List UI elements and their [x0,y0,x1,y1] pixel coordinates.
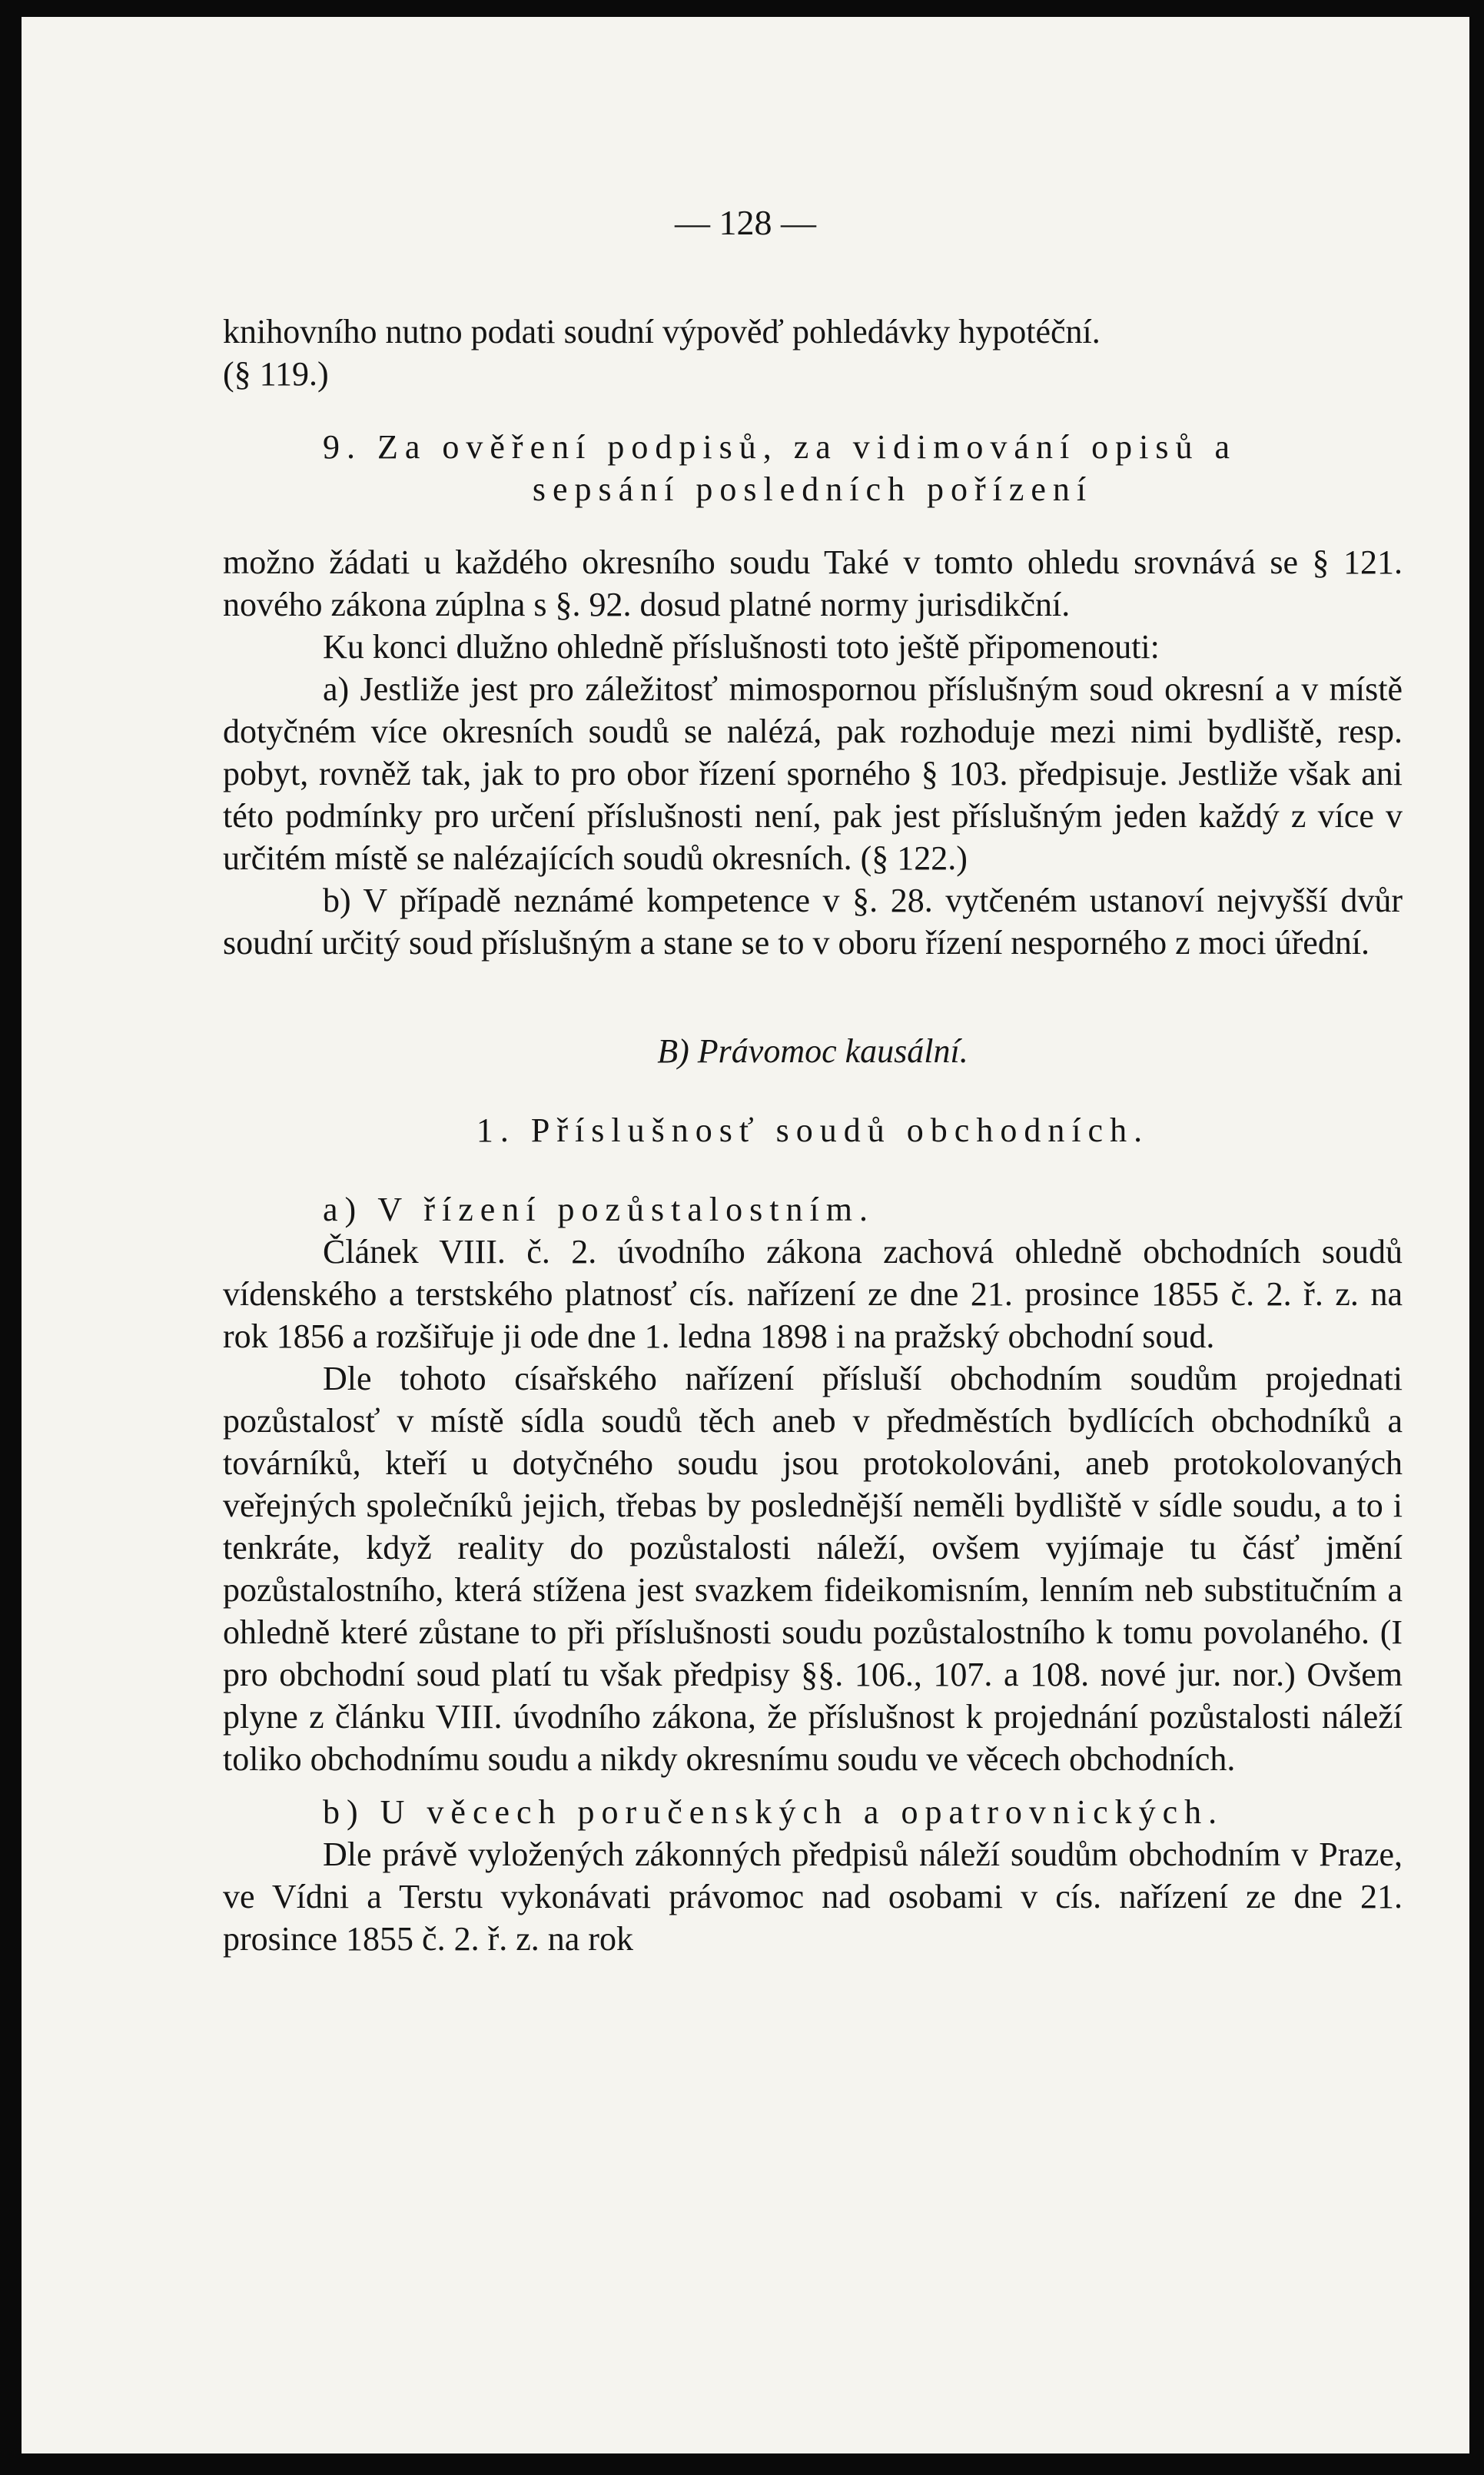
subsection-1-heading: 1. Příslušnosť soudů obchodních. [476,1111,1150,1149]
spacer [223,1780,1403,1791]
section-9-heading-line1: 9. Za ověření podpisů, za vidimování opisů a [323,428,1237,466]
page-paper [22,17,1469,2453]
paragraph-6: Dle tohoto císařského nařízení přísluší obchodním soudům projednati pozůstalosť v místě sídla soudů těch aneb v předměstích bydlících obchodníků a továrníků, kteří u dotyčného soudu jsou protokolováni, aneb protokolovaných veřejných společníků jejich, třebas by poslednější neměli bydliště v sídle soudu, a to i tenkráte, když reality do pozůstalosti náleží, ovšem vyjímaje tu čásť jmění pozůstalostního, která stížena jest svazkem fideikomisním, lenním neb substitučním a ohledně které zůstane to při příslušnosti soudu pozůstalostního k tomu povolaného. (I pro obchodní soud platí tu však předpisy §§. 106., 107. a 108. nové jur. nor.) Ovšem plyne z článku VIII. úvodního zákona, že příslušnost k projednání pozůstalosti náleží toliko obchodnímu soudu a nikdy okresnímu soudu ve věcech obchodních. [223,1360,1403,1778]
subsection-a-heading: a) V řízení pozůstalostním. [323,1191,875,1228]
document-page [22,17,1469,2453]
spacer [223,510,1403,541]
paragraph-7: Dle právě vyložených zákonných předpisů náleží soudům obchodním v Praze, ve Vídni a Terstu vykonávati právomoc nad osobami v cís. nařízení ze dne 21. prosince 1855 č. 2. ř. z. na rok [223,1835,1403,1958]
subsection-b-heading: b) U věcech poručenských a opatrovnických. [323,1793,1224,1831]
paragraph-4: b) V případě neznámé kompetence v §. 28. vytčeném ustanoví nejvyšší dvůr soudní určitý soud příslušným a stane se to v oboru řízení nesporného z moci úřední. [223,882,1403,962]
spacer [223,964,1403,1030]
section-9-heading-line2: sepsání posledních pořízení [532,470,1094,508]
spacer [223,1072,1403,1109]
paragraph-1: možno žádati u každého okresního soudu Také v tomto ohledu srovnává se § 121. nového zákona zúplna s §. 92. dosud platné normy jurisdikční. [223,543,1403,623]
text-body [223,311,1403,1960]
paragraph-2: Ku konci dlužno ohledně příslušnosti toto ještě připomenouti: [323,628,1160,666]
paragraph-3: a) Jestliže jest pro záležitosť mimospornou příslušným soud okresní a v místě dotyčném více okresních soudů se nalézá, pak rozhoduje mezi nimi bydliště, resp. pobyt, rovněž tak, jak to pro obor řízení sporného § 103. předpisuje. Jestliže však ani této podmínky pro určení příslušnosti není, pak jest příslušným jeden každý z více v určitém místě se nalézajících soudů okresních. (§ 122.) [223,670,1403,877]
paragraph-5: Článek VIII. č. 2. úvodního zákona zachová ohledně obchodních soudů vídenského a terstského platnosť cís. nařízení ze dne 21. prosince 1855 č. 2. ř. z. na rok 1856 a rozšiřuje ji ode dne 1. ledna 1898 i na pražský obchodní soud. [223,1233,1403,1355]
spacer [223,1151,1403,1188]
section-b-heading: B) Právomoc kausální. [657,1032,968,1070]
page-number: — 128 — [675,203,816,242]
paragraph-continuation-line2: (§ 119.) [223,355,329,393]
paragraph-continuation-line1: knihovního nutno podati soudní výpověď pohledávky hypotéční. [223,313,1101,350]
spacer [223,395,1403,426]
